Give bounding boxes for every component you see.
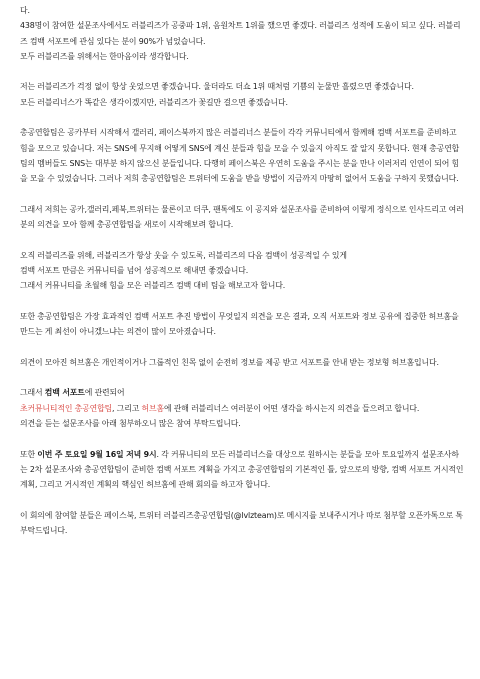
paragraph xyxy=(20,385,466,400)
blank-line xyxy=(20,232,466,247)
paragraph: 모든 러블리너스가 똑같은 생각이겠지만, 러블리즈가 꽃길만 걸으면 좋겠습니다. xyxy=(20,97,288,107)
blank-line xyxy=(20,187,466,202)
blank-line xyxy=(20,493,466,508)
paragraph: 컴백 서포트 만큼은 커뮤니티를 넘어 성공적으로 해내면 좋겠습니다. xyxy=(20,266,249,276)
bold-text: 이번 주 토요일 9월 16일 저녁 9시 xyxy=(37,449,157,459)
paragraph: 의견이 모아진 허브홈은 개인적이거나 그룹적인 친목 없이 순전히 정보를 제공 받고 서포트를 안내 받는 정보형 허브홈입니다. xyxy=(20,357,439,367)
blank-line xyxy=(20,294,466,309)
text-run: 에 관련되어 xyxy=(84,388,125,398)
paragraph: 그래서 저희는 공카,갤러리,페북,트위터는 물론이고 더쿠, 팬톡에도 이 공지와 설문조사를 준비하여 이렇게 정식으로 인사드리고 여러분의 의견을 모아 함께 총공연합팀을 새로이 시작해보려 합니다. xyxy=(20,204,464,230)
paragraph xyxy=(20,447,466,493)
paragraph: 438명이 참여한 설문조사에서도 러블리즈가 공중파 1위, 음원차트 1위를 했으면 좋겠다. 러블리즈 성적에 도움이 되고 싶다. 러블리즈 컴백 서포트에 관심 있다는 분이 90%가 넘었습니다. xyxy=(20,21,461,46)
paragraph: 그래서 커뮤니티를 초월해 힘을 모은 러블리즈 컴백 대비 팀을 해보고자 합니다. xyxy=(20,281,286,291)
text-run: , 그리고 xyxy=(112,403,142,413)
highlight-text: 초커뮤니티적인 총공연합팀 xyxy=(20,403,113,413)
paragraph: 저는 러블리즈가 걱정 없이 항상 웃었으면 좋겠습니다. 울더라도 더쇼 1위 때처럼 기쁨의 눈물만 흘렸으면 좋겠습니다. xyxy=(20,82,414,92)
document-body xyxy=(20,3,466,538)
blank-line xyxy=(20,64,466,79)
paragraph: 오직 러블리즈를 위해, 러블리즈가 항상 웃을 수 있도록, 러블리즈의 다음 컴백이 성공적일 수 있게 xyxy=(20,250,347,260)
blank-line xyxy=(20,431,466,446)
paragraph: 의견을 듣는 설문조사를 아래 첨부하오니 많은 참여 부탁드립니다. xyxy=(20,419,241,429)
paragraph: 다. xyxy=(20,6,30,15)
text-run: 그래서 xyxy=(20,388,45,398)
paragraph: 또한 총공연합팀은 가장 효과적인 컴백 서포트 추진 방법이 무엇일지 의견을 모은 결과, 오직 서포트와 정보 공유에 집중한 허브홈을 만드는 게 최선이 아니겠느냐는 의견이 많이 모아졌습니다. xyxy=(20,311,459,337)
text-run: . 각 커뮤니티의 모든 러블리너스를 대상으로 원하시는 분들을 모아 토요일까지 설문조사하는 2차 설문조사와 총공연합팀이 준비한 컴백 서포트 계획을 가지고 총공연합팀의 기본적인 틀, 앞으로의 방향, 컴백 서포트 거시적인 계획, 그리고 거시적인 계획의 핵심인 허브홈에 관해 회의를 하고자 합니다. xyxy=(20,449,464,490)
highlight-text: 허브홈 xyxy=(141,403,164,413)
text-run: 또한 xyxy=(20,449,38,459)
paragraph: 이 회의에 참여할 분들은 페이스북, 트위터 러블리즈총공연합팀(@lvlzteam)로 메시지를 보내주시거나 따로 첨부할 오픈카톡으로 톡 부탁드립니다. xyxy=(20,510,463,536)
text-run: 에 관해 러블리너스 여러분이 어떤 생각을 하시는지 의견을 들으려고 합니다. xyxy=(163,403,420,413)
bold-text: 컴백 서포트 xyxy=(44,388,85,398)
blank-line xyxy=(20,110,466,125)
paragraph xyxy=(20,401,466,416)
blank-line xyxy=(20,370,466,385)
paragraph: 모두 러블리즈를 위해서는 한마음이라 생각합니다. xyxy=(20,51,189,61)
paragraph: 총공연합팀은 공카부터 시작해서 갤러리, 페이스북까지 많은 러블리너스 분들이 각각 커뮤니티에서 함께해 컴백 서포트를 준비하고 힘을 모으고 있습니다. 저는 SNS에 무지해 어떻게 SNS에 계신 분들과 힘을 모을 수 있을지 아직도 잘 알지 못합니다. 현재 총공연합팀의 멤버들도 SNS는 대부분 하지 않으신 분들입니다. 다행히 페이스북은 우연히 도움을 주시는 분을 만나 이러저리 인연이 되어 힘을 모을 수 있었습니다. 그러나 저희 총공연합팀은 트위터에 도움을 받을 방법이 지금까지 마땅히 없어서 도움을 구하지 못했습니다. xyxy=(20,128,460,184)
blank-line xyxy=(20,340,466,355)
